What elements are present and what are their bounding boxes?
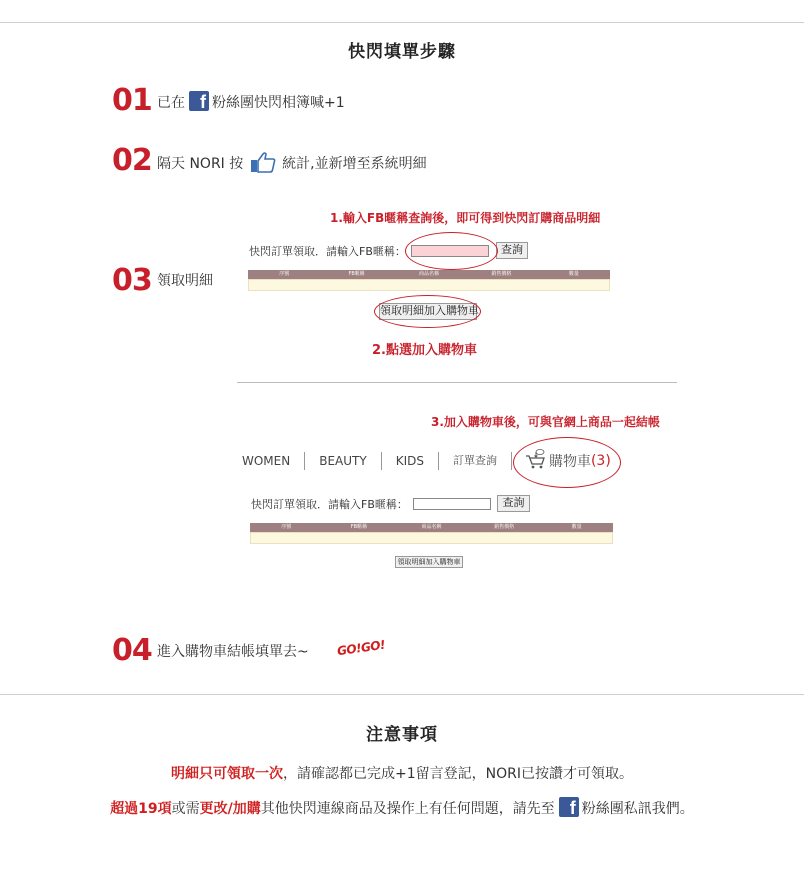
thumbs-up-icon [250,151,276,179]
step-04-text: 進入購物車結帳填單去~ [157,644,309,660]
notice-title: 注意事項 [366,725,438,745]
notice-line-2 [0,797,804,820]
note-3: 3.加入購物車後，可與官網上商品一起結帳 [431,415,660,429]
notice-line-2-highlight-2: 更改 [199,801,228,817]
col-index-2: 序號 [281,524,292,530]
notice-line-2-slash: / [227,801,233,817]
notice-line-2-mid-1: 或需 [171,801,200,817]
step-01-number: 01 [112,83,152,118]
step-01-post: 粉絲團快閃相簿喊+1 [212,95,345,111]
step-03-number: 03 [112,263,152,298]
add-to-cart-button-2[interactable]: 領取明細加入購物車 [395,556,463,568]
col-quantity: 數量 [568,271,579,277]
notice-line-2-rest: 其他快閃連線商品及操作上有任何問題，請先至 [260,801,555,817]
notice-line-1-highlight: 明細只可領取一次 [171,766,283,782]
col-quantity-2: 數量 [571,524,582,530]
add-to-cart-button[interactable]: 領取明細加入購物車 [379,303,477,320]
highlight-ellipse-add [374,295,481,328]
step-02-post: 統計,並新增至系統明細 [282,156,427,172]
query-button-2[interactable]: 查詢 [497,495,530,512]
table-row [250,532,613,544]
col-price-2: 銷售價格 [494,524,515,530]
note-2: 2.點選加入購物車 [372,343,477,358]
step-02-text [157,151,427,179]
step-02-number: 02 [112,143,152,178]
facebook-icon-2: f [559,797,579,817]
highlight-ellipse-cart [513,437,621,488]
demo1-table [248,270,610,291]
step-04-number: 04 [112,633,152,668]
step-02-pre: 隔天 NORI 按 [157,156,244,172]
notice-line-1-rest: ，請確認都已完成+1留言登記，NORI已按讚才可領取。 [283,766,633,782]
cart-count: (3) [590,453,611,469]
fb-nickname-label: 快閃訂單領取．請輸入FB暱稱： [249,245,406,258]
demo2-table-header [250,523,613,532]
step-03-text: 領取明細 [157,273,213,289]
highlight-ellipse-input [405,232,498,270]
bottom-divider [0,694,804,695]
note-1: 1.輸入FB暱稱查詢後，即可得到快閃訂購商品明細 [330,211,601,225]
query-button[interactable]: 查詢 [496,242,528,259]
cart-label: 購物車 [548,454,591,470]
col-product-name: 商品名稱 [419,271,440,277]
nav-kids[interactable]: KIDS [382,452,439,470]
col-product-name-2: 商品名稱 [421,524,442,530]
gogo-badge: GO!GO! [336,637,386,659]
demo-divider [237,382,677,383]
col-price: 銷售價格 [491,271,512,277]
notice-line-2-highlight-1: 超過19項 [110,801,172,817]
notice-line-2-end: 粉絲團私訊我們。 [581,801,694,817]
fb-nickname-input-2[interactable] [413,498,491,510]
nav-beauty[interactable]: BEAUTY [305,452,381,470]
page-title: 快閃填單步驟 [348,42,456,62]
step-01-text [157,91,345,113]
col-fb-nickname-2: FB暱稱 [350,524,368,530]
col-fb-nickname: FB暱稱 [348,271,365,277]
demo2-table [250,523,613,544]
step-01-pre: 已在 [157,95,185,111]
notice-line-1 [0,763,804,785]
nav-women[interactable]: WOMEN [238,452,305,470]
notice-line-2-highlight-3: 加購 [232,801,261,817]
col-index: 序號 [279,271,290,277]
top-divider [0,22,804,23]
fb-nickname-label-2: 快閃訂單領取．請輸入FB暱稱： [251,498,408,511]
demo1-table-header [248,270,610,279]
table-row [248,279,610,291]
nav-order-query[interactable]: 訂單查詢 [439,452,512,470]
facebook-icon: f [189,91,209,111]
